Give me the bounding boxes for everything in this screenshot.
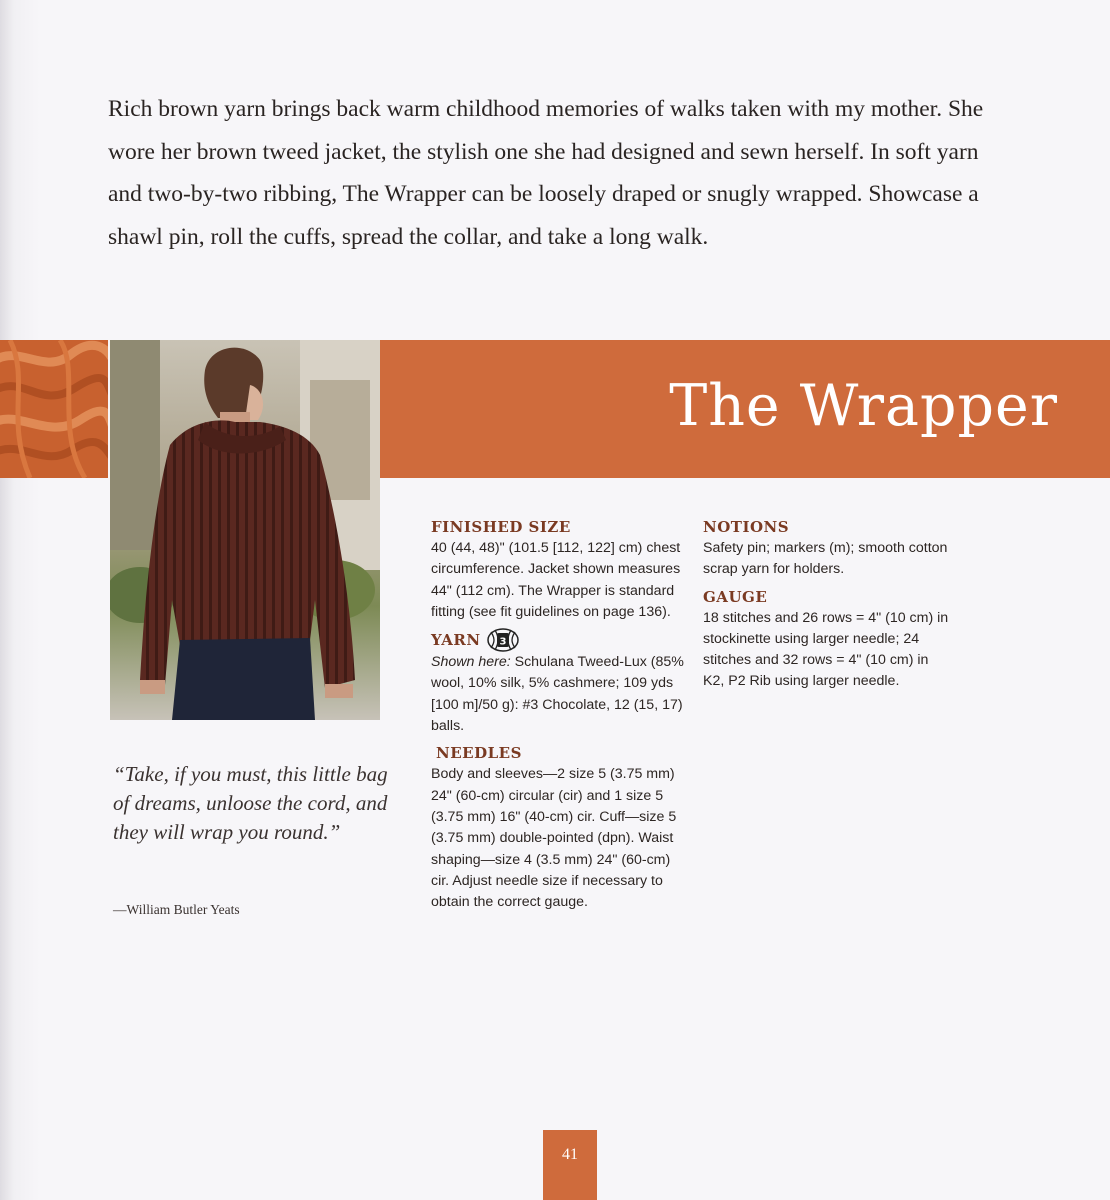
notions-text: Safety pin; markers (m); smooth cotton scrap yarn for holders. bbox=[703, 540, 948, 578]
gauge-text: 18 stitches and 26 rows = 4" (10 cm) in stockinette using larger needle; 24 stitches and 32 rows = 4" (10 cm) in K2, P2 Rib using larger needle. bbox=[703, 609, 949, 690]
sweater-photo bbox=[110, 340, 380, 720]
finished-size-heading: FINISHED SIZE bbox=[431, 518, 571, 536]
specs-left-column bbox=[431, 516, 691, 918]
gauge-heading: GAUGE bbox=[703, 587, 768, 606]
page-number-tab bbox=[543, 1130, 597, 1200]
yarn-weight-icon bbox=[487, 628, 519, 652]
yarn-description: Schulana Tweed-Lux (85% wool, 10% silk, 5% cashmere; 109 yds [100 m]/50 g): #3 Chocolate, 12 (15, 17) balls. bbox=[431, 654, 684, 735]
yarn-shown-here-label: Shown here: bbox=[431, 654, 511, 671]
needles-text: Body and sleeves—2 size 5 (3.75 mm) 24" (60-cm) circular (cir) and 1 size 5 (3.75 mm) 16" (40-cm) cir. Cuff—size 5 (3.75 mm) double-pointed (dpn). Waist shaping—size 4 (3.5 mm) 24" (60-cm) cir. Adjust needle size if necessary to obtain the correct gauge. bbox=[431, 766, 677, 911]
yarn-text bbox=[431, 652, 691, 737]
intro-paragraph: Rich brown yarn brings back warm childhood memories of walks taken with my mother. She wore her brown tweed jacket, the stylish one she had designed and sewn herself. In soft yarn and two-by-two ribbing, The Wrapper can be loosely draped or snugly wrapped. Showcase a shawl pin, roll the cuffs, spread the collar, and take a long walk. bbox=[108, 96, 984, 250]
page-title: The Wrapper bbox=[669, 373, 1058, 439]
notions-heading: NOTIONS bbox=[703, 518, 790, 536]
finished-size-text: 40 (44, 48)" (101.5 [112, 122] cm) chest circumference. Jacket shown measures 44" (112 cm). The Wrapper is standard fitting (see fit guidelines on page 136). bbox=[431, 540, 681, 620]
quote-attribution: —William Butler Yeats bbox=[113, 902, 240, 917]
decorative-pattern-tile bbox=[0, 340, 108, 478]
yarn-heading: YARN bbox=[431, 631, 481, 650]
epigraph-quote: “Take, if you must, this little bag of dreams, unloose the cord, and they will wrap you round.” bbox=[113, 762, 388, 844]
specs-right-column bbox=[703, 516, 953, 698]
needles-heading: NEEDLES bbox=[436, 744, 522, 763]
yarn-heading-row bbox=[431, 628, 691, 652]
yarn-weight-number: 3 bbox=[499, 636, 507, 648]
page-number: 41 bbox=[562, 1146, 578, 1163]
